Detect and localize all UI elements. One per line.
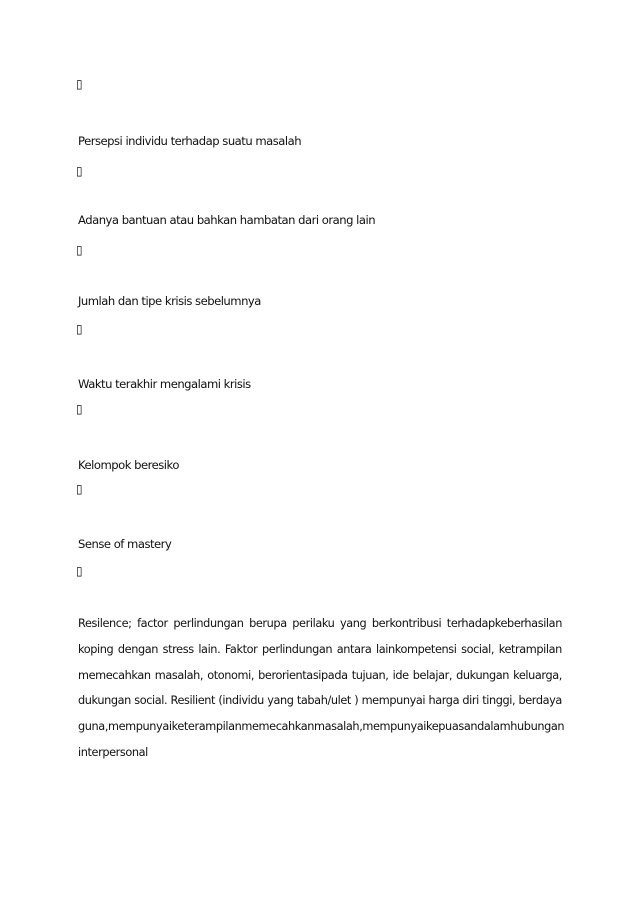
resilience-paragraph [78, 617, 565, 772]
paragraph-word: berorientasipada [258, 668, 348, 682]
paragraph-word: berdaya [518, 694, 562, 708]
bullet-glyph-4: ▯ [76, 322, 83, 336]
paragraph-word: ide [392, 668, 409, 682]
paragraph-word: lainkompetensi [375, 642, 457, 656]
paragraph-word: antara [336, 642, 372, 656]
paragraph-word: diri [462, 694, 479, 708]
paragraph-word: ) [354, 694, 359, 708]
bullet-glyph-6: ▯ [76, 482, 83, 496]
paragraph-word: ketrampilan [498, 642, 562, 656]
paragraph-word: lain. [198, 642, 221, 656]
paragraph-word: memecahkan [78, 668, 151, 682]
paragraph-word: (individu [218, 694, 264, 708]
paragraph-word: Faktor [224, 642, 258, 656]
paragraph-word: perlindungan [262, 642, 333, 656]
list-item-6: Sense of mastery [78, 537, 172, 551]
paragraph-word: tabah/ulet [296, 694, 351, 708]
paragraph-line [78, 720, 565, 746]
paragraph-word: yang [339, 617, 367, 630]
paragraph-word: harga [428, 694, 460, 708]
paragraph-line [78, 669, 562, 695]
list-item-3: Jumlah dan tipe krisis sebelumnya [78, 294, 261, 308]
paragraph-last-line: interpersonal [78, 745, 148, 759]
paragraph-word: dukungan [78, 694, 131, 708]
list-item-5: Kelompok beresiko [78, 458, 179, 472]
bullet-glyph-7: ▯ [76, 564, 83, 578]
paragraph-line [78, 694, 562, 720]
list-item-2: Adanya bantuan atau bahkan hambatan dari orang lain [78, 213, 376, 227]
paragraph-line [78, 617, 562, 643]
list-item-1: Persepsi individu terhadap suatu masalah [78, 134, 302, 148]
paragraph-word: belajar, [412, 668, 453, 682]
paragraph-word: kepuasandalam [426, 720, 511, 734]
paragraph-word: koping [78, 642, 114, 656]
paragraph-word: social, [461, 642, 495, 656]
paragraph-word: masalah, [154, 668, 204, 682]
paragraph-word: dukungan [456, 668, 510, 682]
paragraph-word: yang [267, 694, 294, 708]
paragraph-word: berupa [249, 617, 287, 630]
bullet-glyph-1: ▯ [76, 77, 83, 91]
paragraph-word: social. [134, 694, 168, 708]
paragraph-line [78, 643, 562, 669]
bullet-glyph-5: ▯ [76, 402, 83, 416]
paragraph-word: mempunyai [362, 720, 426, 734]
paragraph-word: mempunyai [361, 694, 426, 708]
paragraph-word: perlindungan [173, 617, 244, 630]
paragraph-word: factor [137, 617, 168, 630]
paragraph-word: guna,mempunyai [78, 720, 172, 734]
paragraph-word: keluarga, [513, 668, 562, 682]
paragraph-word: stress [162, 642, 194, 656]
paragraph-word: masalah, [314, 720, 363, 734]
paragraph-word: Resilence; [78, 617, 132, 630]
paragraph-word: berkontribusi [371, 617, 442, 630]
paragraph-word: dengan [117, 642, 159, 656]
paragraph-word: tinggi, [482, 694, 516, 708]
paragraph-word: terhadapkeberhasilan [446, 617, 562, 630]
bullet-glyph-2: ▯ [76, 164, 83, 178]
paragraph-word: tujuan, [351, 668, 389, 682]
paragraph-word: hubungan [510, 720, 565, 734]
list-item-4: Waktu terakhir mengalami krisis [78, 377, 251, 391]
paragraph-word: otonomi, [207, 668, 255, 682]
paragraph-word: Resilient [170, 694, 216, 708]
paragraph-word: keterampilan [171, 720, 242, 734]
paragraph-word: memecahkan [241, 720, 315, 734]
bullet-glyph-3: ▯ [76, 243, 83, 257]
paragraph-word: perilaku [292, 617, 335, 630]
